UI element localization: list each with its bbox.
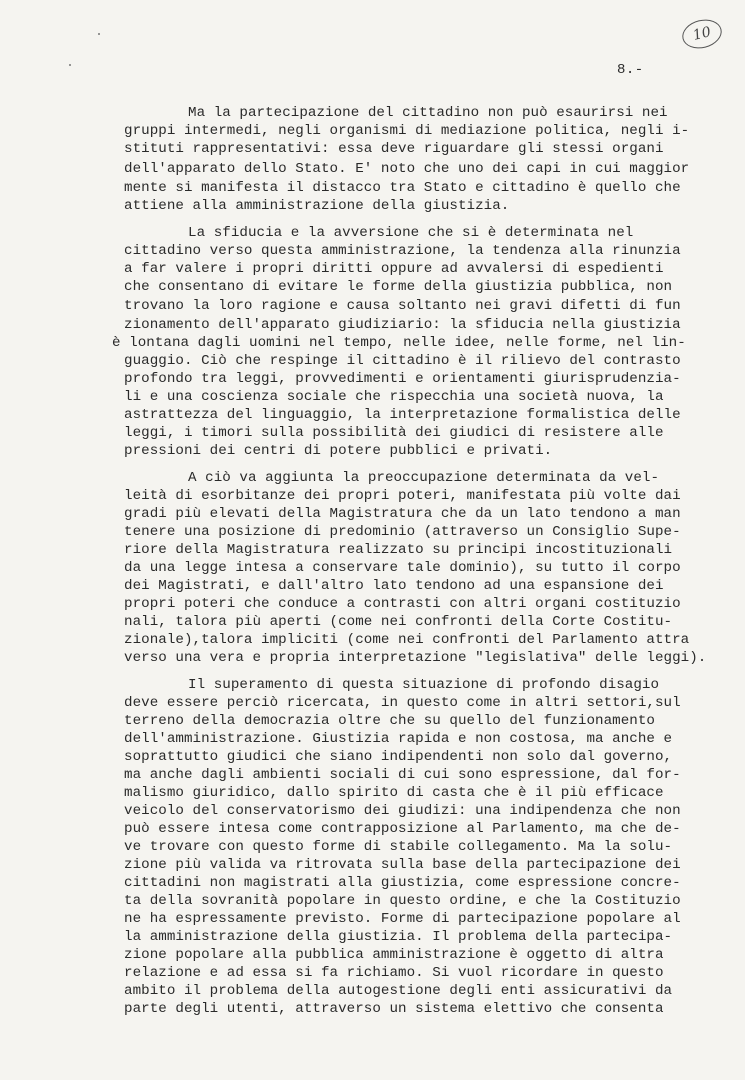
text-line: pressioni dei centri di potere pubblici e privati. [124, 443, 553, 459]
text-line: Il superamento di questa situazione di profondo disagio [188, 677, 660, 693]
text-line: parte degli utenti, attraverso un sistema elettivo che consenta [124, 1001, 664, 1017]
text-line: astrattezza del linguaggio, la interpretazione formalistica delle [124, 407, 681, 423]
text-line: ta della sovranità popolare in questo ordine, e che la Costituzio [124, 893, 681, 909]
text-line: zione popolare alla pubblica amministrazione è oggetto di altra [124, 947, 664, 963]
text-line: relazione e ad essa si fa richiamo. Si vuol ricordare in questo [124, 965, 664, 981]
text-line: zionamento dell'apparato giudiziario: la sfiducia nella giustizia [124, 317, 681, 333]
scan-speck [98, 33, 100, 35]
page-stamp: 10 [679, 16, 725, 53]
text-line: cittadino verso questa amministrazione, la tendenza alla rinunzia [124, 243, 681, 259]
text-line: mente si manifesta il distacco tra Stato e cittadino è quello che [124, 180, 681, 196]
text-line: propri poteri che conduce a contrasti con altri organi costituzio [124, 596, 681, 612]
text-line: zione più valida va ritrovata sulla base della partecipazione dei [124, 857, 681, 873]
text-line: La sfiducia e la avversione che si è determinata nel [188, 225, 634, 241]
text-line: tenere una posizione di predominio (attraverso un Consiglio Supe- [124, 524, 681, 540]
text-line: nali, talora più aperti (come nei confronti della Corte Costitu- [124, 614, 673, 630]
text-line: dei Magistrati, e dall'altro lato tendono ad una espansione dei [124, 578, 664, 594]
text-line: terreno della democrazia oltre che su quello del funzionamento [124, 713, 655, 729]
scan-speck [69, 64, 71, 66]
text-line: Ma la partecipazione del cittadino non può esaurirsi nei [188, 105, 668, 121]
text-line: li e una coscienza sociale che rispecchia una società nuova, la [124, 389, 664, 405]
text-line: deve essere perciò ricercata, in questo come in altri settori,sul [124, 695, 681, 711]
text-line: gradi più elevati della Magistratura che da un lato tendono a man [124, 506, 681, 522]
text-line: A ciò va aggiunta la preoccupazione determinata da vel- [188, 470, 660, 486]
text-line: ne ha espressamente previsto. Forme di partecipazione popolare al [124, 911, 681, 927]
text-line: leggi, i timori sulla possibilità dei giudici di resistere alle [124, 425, 664, 441]
text-line: è lontana dagli uomini nel tempo, nelle idee, nelle forme, nel lin- [112, 335, 686, 351]
text-line: verso una vera e propria interpretazione "legislativa" delle leggi). [124, 650, 707, 666]
text-line: veicolo del conservatorismo dei giudizi: una indipendenza che non [124, 803, 681, 819]
text-line: ve trovare con questo forme di stabile collegamento. Ma la solu- [124, 839, 673, 855]
page-number: 8.- [617, 62, 644, 78]
text-line: dell'amministrazione. Giustizia rapida e non costosa, ma anche e [124, 731, 673, 747]
text-line: dell'apparato dello Stato. E' noto che uno dei capi in cui maggior [124, 161, 690, 177]
text-line: trovano la loro ragione e causa soltanto nei gravi difetti di fun [124, 298, 681, 314]
text-line: cittadini non magistrati alla giustizia, come espressione concre- [124, 875, 681, 891]
text-line: da una legge intesa a conservare tale dominio), su tutto il corpo [124, 560, 681, 576]
text-line: attiene alla amministrazione della giustizia. [124, 198, 510, 214]
text-line: guaggio. Ciò che respinge il cittadino è il rilievo del contrasto [124, 353, 681, 369]
text-line: ambito il problema della autogestione degli enti assicurativi da [124, 983, 673, 999]
text-line: profondo tra leggi, provvedimenti e orientamenti giurisprudenzia- [124, 371, 681, 387]
text-line: stituti rappresentativi: essa deve riguardare gli stessi organi [124, 141, 664, 157]
text-line: può essere intesa come contrapposizione al Parlamento, ma che de- [124, 821, 681, 837]
text-line: riore della Magistratura realizzato su principi incostituzionali [124, 542, 673, 558]
text-line: zionale),talora impliciti (come nei confronti del Parlamento attra [124, 632, 690, 648]
text-line: malismo giuridico, dallo spirito di casta che è il più efficace [124, 785, 664, 801]
text-line: ma anche dagli ambienti sociali di cui sono espressione, dal for- [124, 767, 681, 783]
text-line: gruppi intermedi, negli organismi di mediazione politica, negli i- [124, 123, 690, 139]
text-line: soprattutto giudici che siano indipendenti non solo dal governo, [124, 749, 673, 765]
text-line: la amministrazione della giustizia. Il problema della partecipa- [124, 929, 673, 945]
text-line: leità di esorbitanze dei propri poteri, manifestata più volte dai [124, 488, 681, 504]
text-line: a far valere i propri diritti oppure ad avvalersi di espedienti [124, 261, 664, 277]
text-line: che consentano di evitare le forme della giustizia pubblica, non [124, 279, 673, 295]
